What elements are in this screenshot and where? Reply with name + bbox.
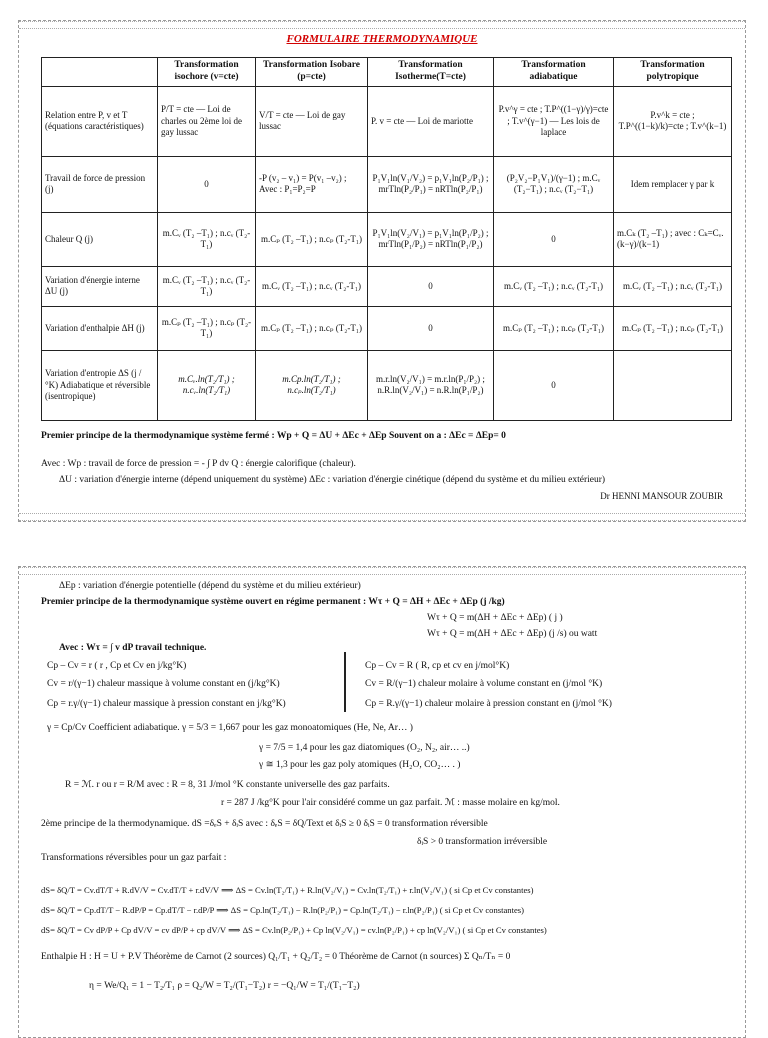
row-label: Variation d'entropie ΔS (j /°K) Adiabatique et réversible (isentropique)	[42, 350, 158, 420]
r-constant: R = ℳ. r ou r = R/M avec : R = 8, 31 J/mol °K constante universelle des gaz parfaits.	[65, 780, 390, 790]
dep-definition: ΔEp : variation d'énergie potentielle (dépend du système et du milieu extérieur)	[59, 581, 361, 591]
table-cell: P.v^k = cte ; T.P^((1−k)/k)=cte ; T.v^(k−1)	[614, 86, 732, 156]
header-adiabatique: Transformation adiabatique	[494, 58, 614, 87]
table-cell: 0	[494, 212, 614, 266]
table-cell: -P (v₂ – v₁) = P(v₁ –v₂) ; Avec : P₁=P₂=P	[256, 156, 368, 212]
table-cell: m.Cₖ (T₂ –T₁) ; avec : Cₖ=Cᵥ.(k−γ)/(k−1)	[614, 212, 732, 266]
table-cell: P.v^γ = cte ; T.P^((1−γ)/γ)=cte ; T.v^(γ−1) — Les lois de laplace	[494, 86, 614, 156]
gamma-diatomic: γ = 7/5 = 1,4 pour les gaz diatomiques (O₂, N₂, air… ..)	[259, 743, 470, 753]
bottom-border	[19, 513, 745, 521]
table-cell: m.Cᵥ (T₂ –T₁) ; n.cᵥ (T₂-T₁)	[614, 266, 732, 306]
table-cell: 0	[368, 266, 494, 306]
header-isotherme: Transformation Isotherme(T=cte)	[368, 58, 494, 87]
cp-cv-mass: Cp – Cv = r ( r , Cp et Cv en j/kg°K)	[47, 661, 187, 671]
table-header-row	[42, 58, 732, 87]
r-air: r = 287 J /kg°K pour l'air considéré comme un gaz parfait. ℳ : masse molaire en kg/mol.	[221, 798, 560, 808]
row-label: Travail de force de pression (j)	[42, 156, 158, 212]
table-cell: m.Cₚ (T₂ –T₁) ; n.cₚ (T₂-T₁)	[158, 306, 256, 350]
irreversible: δᵢS > 0 transformation irréversible	[417, 837, 548, 847]
row-label: Chaleur Q (j)	[42, 212, 158, 266]
header-isobare: Transformation Isobare (p=cte)	[256, 58, 368, 87]
wt-definition: Avec : Wτ = ∫ v dP travail technique.	[59, 643, 207, 653]
table-cell: P₁V₁ln(V₂/V₁) = p₁V₁ln(P₁/P₂) ; mrTln(P₁/P₂) = nRTln(P₁/P₂)	[368, 212, 494, 266]
page-2	[18, 566, 746, 1038]
table-row	[42, 350, 732, 420]
header-polytropique: Transformation polytropique	[614, 58, 732, 87]
page-1	[18, 20, 746, 522]
author: Dr HENNI MANSOUR ZOUBIR	[600, 491, 723, 501]
cp-cv-molar: Cp – Cv = R ( R, cp et cv en j/mol°K)	[365, 661, 510, 671]
table-cell	[614, 350, 732, 420]
table-cell: V/T = cte — Loi de gay lussac	[256, 86, 368, 156]
gamma-polyatomic: γ ≅ 1,3 pour les gaz poly atomiques (H₂O, CO₂… . )	[259, 760, 461, 770]
table-cell: (P₂V₂−P₁V₁)/(γ−1) ; m.Cᵥ (T₂−T₁) ; n.cᵥ (T₂−T₁)	[494, 156, 614, 212]
efficiency-formulas: η = We/Q₁ = 1 − T₂/T₁ ρ = Q₂/W = T₂/(T₁−T₂) r = −Q₁/W = T₁/(T₁−T₂)	[89, 981, 360, 991]
table-cell: m.Cᵥ (T₂ –T₁) ; n.cᵥ (T₂-T₁)	[158, 212, 256, 266]
table-row	[42, 86, 732, 156]
wp-definition: Avec : Wp : travail de force de pression = - ∫ P dv Q : énergie calorifique (chaleur).	[41, 459, 356, 469]
table-cell: m.Cp.ln(T₂/T₁) ; n.cₚ.ln(T₂/T₁)	[256, 350, 368, 420]
ds-eq-2: dS= δQ/T = Cp.dT/T − R.dP/P = Cp.dT/T − r.dP/P ⟹ ΔS = Cp.ln(T₂/T₁) − R.ln(P₂/P₁) = Cp.ln(T₂/T₁) − r.ln(P₂/P₁) ( si Cp et Cv constantes)	[41, 905, 524, 915]
table-row	[42, 266, 732, 306]
table-cell: m.Cₚ (T₂ –T₁) ; n.cₚ (T₂-T₁)	[256, 212, 368, 266]
ds-eq-3: dS= δQ/T = Cv dP/P + Cp dV/V = cv dP/P + cp dV/V ⟹ ΔS = Cv.ln(P₂/P₁) + Cp ln(V₂/V₁) = cv.ln(P₂/P₁) + cp ln(V₂/V₁) ( si Cp et Cv constantes)	[41, 925, 547, 935]
table-row	[42, 306, 732, 350]
table-cell: P₁V₁ln(V₁/V₂) = p₁V₁ln(P₂/P₁) ; mrTln(P₂/P₁) = nRTln(P₂/P₁)	[368, 156, 494, 212]
table-cell: m.Cₚ (T₂ –T₁) ; n.cₚ (T₂-T₁)	[256, 306, 368, 350]
row-label: Relation entre P, v et T (équations caractéristiques)	[42, 86, 158, 156]
open-eq-2: Wτ + Q = m(ΔH + ΔEc + ΔEp) ( j )	[427, 613, 563, 623]
du-definition: ΔU : variation d'énergie interne (dépend uniquement du système) ΔEc : variation d'énergie cinétique (dépend du système et du milieu extérieur)	[59, 475, 606, 485]
formula-table	[41, 57, 732, 421]
cp-mass: Cp = r.γ/(γ−1) chaleur massique à pression constant en j/kg°K)	[47, 699, 286, 709]
table-cell: Idem remplacer γ par k	[614, 156, 732, 212]
cp-molar: Cp = R.γ/(γ−1) chaleur molaire à pression constant en (j/mol °K)	[365, 699, 612, 709]
page-title: FORMULAIRE THERMODYNAMIQUE	[286, 33, 478, 45]
row-label: Variation d'énergie interne ΔU (j)	[42, 266, 158, 306]
table-cell: m.Cₚ (T₂ –T₁) ; n.cₚ (T₂-T₁)	[494, 306, 614, 350]
table-cell: m.Cᵥ (T₂ –T₁) ; n.cᵥ (T₂-T₁)	[256, 266, 368, 306]
table-cell: m.Cᵥ (T₂ –T₁) ; n.cᵥ (T₂-T₁)	[158, 266, 256, 306]
first-principle-open: Premier principe de la thermodynamique système ouvert en régime permanent : Wτ + Q = ΔH + ΔEc + ΔEp (j /kg)	[41, 597, 505, 607]
table-cell: P. v = cte — Loi de mariotte	[368, 86, 494, 156]
enthalpy-carnot: Enthalpie H : H = U + P.V Théorème de Carnot (2 sources) Q₁/T₁ + Q₂/T₂ = 0 Théorème de Carnot (n sources) Σ Qₙ/Tₙ = 0	[41, 952, 511, 962]
table-row	[42, 212, 732, 266]
reversible-heading: Transformations réversibles pour un gaz parfait :	[41, 853, 227, 863]
cv-molar: Cv = R/(γ−1) chaleur molaire à volume constant en (j/mol °K)	[365, 679, 603, 689]
table-cell: 0	[494, 350, 614, 420]
first-principle-closed: Premier principe de la thermodynamique système fermé : Wp + Q = ΔU + ΔEc + ΔEp Souvent on a : ΔEc = ΔEp= 0	[41, 431, 506, 441]
top-border	[19, 567, 745, 575]
table-cell: m.Cᵥ (T₂ –T₁) ; n.cᵥ (T₂-T₁)	[494, 266, 614, 306]
open-eq-3: Wτ + Q = m(ΔH + ΔEc + ΔEp) (j /s) ou watt	[427, 629, 598, 639]
header-isochore: Transformation isochore (v=cte)	[158, 58, 256, 87]
header-empty	[42, 58, 158, 87]
ds-eq-1: dS= δQ/T = Cv.dT/T + R.dV/V = Cv.dT/T + r.dV/V ⟹ ΔS = Cv.ln(T₂/T₁) + R.ln(V₂/V₁) = Cv.ln(T₂/T₁) + r.ln(V₂/V₁) ( si Cp et Cv constantes)	[41, 885, 534, 895]
table-cell: m.Cᵥ.ln(T₂/T₁) ; n.cᵥ.ln(T₂/T₁)	[158, 350, 256, 420]
column-separator	[344, 652, 346, 712]
table-cell: 0	[368, 306, 494, 350]
cv-mass: Cv = r/(γ−1) chaleur massique à volume constant en (j/kg°K)	[47, 679, 280, 689]
table-cell: m.Cₚ (T₂ –T₁) ; n.cₚ (T₂-T₁)	[614, 306, 732, 350]
gamma-def: γ = Cp/Cv Coefficient adiabatique. γ = 5/3 = 1,667 pour les gaz monoatomiques (He, Ne, Ar… )	[47, 723, 413, 733]
top-border	[19, 21, 745, 29]
table-cell: m.r.ln(V₂/V₁) = m.r.ln(P₁/P₂) ; n.R.ln(V₂/V₁) = n.R.ln(P₁/P₂)	[368, 350, 494, 420]
second-principle: 2ème principe de la thermodynamique. dS =δₑS + δᵢS avec : δₑS = δQ/Text et δᵢS ≥ 0 δᵢS = 0 transformation réversible	[41, 819, 488, 829]
table-cell: P/T = cte — Loi de charles ou 2ème loi de gay lussac	[158, 86, 256, 156]
table-cell: 0	[158, 156, 256, 212]
row-label: Variation d'enthalpie ΔH (j)	[42, 306, 158, 350]
table-row	[42, 156, 732, 212]
